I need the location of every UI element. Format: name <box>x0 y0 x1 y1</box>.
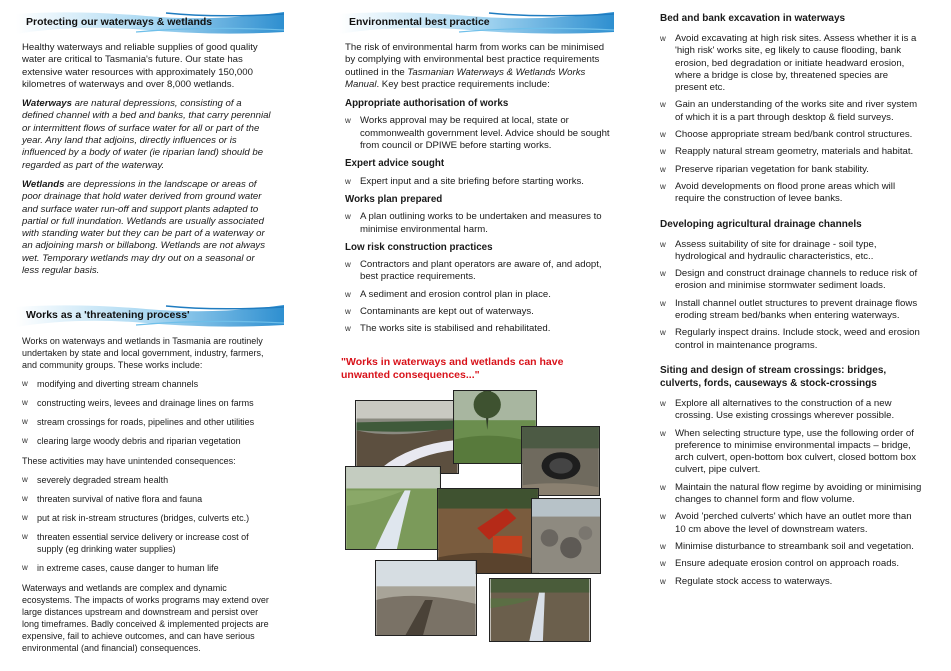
bullet-icon: w <box>22 563 28 573</box>
photo-drainage-ditch <box>345 466 441 550</box>
bullet-icon: w <box>660 541 666 551</box>
wetlands-definition <box>22 179 272 277</box>
bullet-icon: w <box>22 398 28 408</box>
works-intro: Works on waterways and wetlands in Tasmania are routinely undertaken by state and local government, industry, farmers, and community groups. These works include: <box>22 336 264 371</box>
list-item <box>345 289 610 301</box>
list-item-text: put at risk in-stream structures (bridges, culverts etc.) <box>37 513 250 524</box>
manual-title: Tasmanian Waterways & Wetlands Works Manual <box>345 66 586 90</box>
list-item-text: Avoid 'perched culverts' which have an outlet more than 10 cm above the level of downstream waters. <box>675 511 912 535</box>
guidance-sections <box>660 12 922 588</box>
section-title: Siting and design of stream crossings: bridges, culverts, fords, causeways & stock-crossings <box>660 364 887 389</box>
section-banner-protecting <box>22 10 272 36</box>
section-list <box>660 33 922 206</box>
list-item-text: Avoid developments on flood prone areas which will require the construction of levee banks. <box>675 180 896 205</box>
list-item <box>345 323 610 335</box>
list-item <box>22 531 272 555</box>
waterways-definition <box>22 98 272 172</box>
list-item-text: Contractors and plant operators are aware of, and adopt, best practice requirements. <box>360 259 602 283</box>
list-item <box>22 416 272 428</box>
bullet-icon: w <box>660 100 666 110</box>
list-item-text: Install channel outlet structures to prevent drainage flows eroding stream bed/banks when entering waterways. <box>675 297 918 322</box>
section-list <box>345 259 610 335</box>
list-item-text: Contaminants are kept out of waterways. <box>360 306 534 318</box>
section-list <box>660 239 922 352</box>
list-item <box>660 482 922 507</box>
list-item <box>660 576 922 588</box>
list-item-text: stream crossings for roads, pipelines and other utilities <box>37 417 255 428</box>
list-item-text: clearing large woody debris and riparian vegetation <box>37 436 241 447</box>
works-list <box>22 378 272 447</box>
list-item <box>660 541 922 553</box>
list-item <box>22 474 272 486</box>
list-item-text: When selecting structure type, use the following order of preference to minimise environmental impacts – bridge, arch culvert, open-bottom box culvert, closed bottom box culvert, pipe culvert. <box>675 427 917 476</box>
list-item <box>345 306 610 318</box>
bullet-icon: w <box>345 116 351 126</box>
bullet-icon: w <box>345 307 351 317</box>
list-item-text: threaten survival of native flora and fauna <box>37 494 203 505</box>
bullet-icon: w <box>22 417 28 427</box>
bullet-icon: w <box>22 436 28 446</box>
bullet-icon: w <box>660 298 666 308</box>
photo-rock-lined-bank <box>531 498 601 574</box>
list-item <box>660 511 922 536</box>
section-title: Appropriate authorisation of works <box>345 98 509 110</box>
list-item-text: A plan outlining works to be undertaken and measures to minimise environmental harm. <box>360 211 602 235</box>
list-item <box>22 378 272 390</box>
bullet-icon: w <box>660 269 666 279</box>
list-item-text: Explore all alternatives to the construction of a new crossing. Use existing crossings wherever possible. <box>675 397 895 422</box>
wetlands-definition-text: are depressions in the landscape or areas of poor drainage that hold water derived from ground water and surface water run-off and support plants adapted to partial or full inundation. Wetlands are usually associated with standing water but they can be part of a waterway or an adjoining marsh or billabong. Wetlands are not always wet. Temporary wetlands may dry out on a seasonal or less regular basis. <box>22 178 266 277</box>
list-item-text: Design and construct drainage channels to reduce risk of erosion and minimise stormwater sediment loads. <box>675 268 918 292</box>
list-item <box>660 164 922 176</box>
list-item-text: Expert input and a site briefing before starting works. <box>360 175 584 187</box>
section-list <box>660 398 922 588</box>
list-item-text: Regulate stock access to waterways. <box>675 575 833 587</box>
list-item <box>660 268 922 293</box>
column-left <box>22 0 272 661</box>
section-list <box>345 176 610 188</box>
list-item <box>660 398 922 423</box>
list-item <box>660 99 922 124</box>
list-item-text: The works site is stabilised and rehabilitated. <box>360 323 551 335</box>
list-item <box>345 211 610 236</box>
section-heading-protecting: Protecting our waterways & wetlands <box>26 16 213 28</box>
section-banner-best-practice <box>345 10 610 36</box>
photo-collage <box>345 390 610 650</box>
bullet-icon: w <box>345 176 351 186</box>
list-item <box>345 259 610 284</box>
photo-eroded-channel <box>355 400 459 474</box>
list-item-text: in extreme cases, cause danger to human life <box>37 563 219 574</box>
waterways-term: Waterways <box>22 98 72 110</box>
photo-culvert-pipe <box>521 426 600 496</box>
waterways-definition-text: are natural depressions, consisting of a defined channel with a bed and banks, that carry perennial or intermittent flows of surface water for all or part of the year. Any land that adjoins, directly influences or is influenced by a body of water (ie riparian land) should be regarded as part of the waterway. <box>22 98 271 171</box>
bullet-icon: w <box>660 130 666 140</box>
section-heading-best-practice: Environmental best practice <box>349 16 490 28</box>
bullet-icon: w <box>660 328 666 338</box>
bullet-icon: w <box>660 34 666 43</box>
list-item <box>660 298 922 323</box>
intro-text-post: . Key best practice requirements include: <box>376 78 550 90</box>
column-middle <box>341 0 610 650</box>
bullet-icon: w <box>22 494 28 504</box>
list-item <box>660 327 922 352</box>
consequences-list <box>22 474 272 574</box>
list-item <box>22 397 272 409</box>
list-item-text: Gain an understanding of the works site and river system of which it is a part through desktop & field surveys. <box>675 99 918 123</box>
list-item-text: Avoid excavating at high risk sites. Assess whether it is a 'high risk' works site, eg likely to cause flooding, bank erosion, bed degradation or initiate headward erosion, where a bridge is close by, threatened species are present etc. <box>675 33 917 94</box>
list-item <box>660 129 922 141</box>
section-title: Bed and bank excavation in waterways <box>660 13 846 24</box>
bullet-icon: w <box>345 260 351 270</box>
list-item <box>22 435 272 447</box>
photo-erosion-gully <box>375 560 477 636</box>
wetlands-term: Wetlands <box>22 178 65 190</box>
consequences-quote: "Works in waterways and wetlands can have unwanted consequences..." <box>341 355 564 381</box>
intro-text-pre: The risk of environmental harm from works can be minimised by complying with environmental best practice requirements outlined in the <box>345 42 605 78</box>
section-banner-threatening <box>22 303 272 329</box>
bullet-icon: w <box>660 181 666 191</box>
list-item <box>660 146 922 158</box>
photo-stream-channel <box>489 578 591 642</box>
section-title: Works plan prepared <box>345 193 443 205</box>
bullet-icon: w <box>22 475 28 485</box>
bullet-icon: w <box>660 512 666 522</box>
bullet-icon: w <box>660 398 666 408</box>
list-item <box>660 33 922 94</box>
list-item-text: constructing weirs, levees and drainage lines on farms <box>37 398 254 409</box>
list-item-text: Minimise disturbance to streambank soil and vegetation. <box>675 540 914 552</box>
list-item <box>22 512 272 524</box>
list-item <box>345 115 610 152</box>
list-item-text: A sediment and erosion control plan in place. <box>360 288 551 300</box>
bullet-icon: w <box>345 324 351 334</box>
bullet-icon: w <box>22 379 28 389</box>
list-item <box>660 558 922 570</box>
best-practice-intro <box>345 42 610 91</box>
list-item-text: Assess suitability of site for drainage - soil type, hydrological and hydraulic characteristics, etc.. <box>675 238 877 262</box>
bullet-icon: w <box>345 289 351 299</box>
section-title: Low risk construction practices <box>345 241 493 253</box>
bullet-icon: w <box>660 576 666 586</box>
closing-paragraph: Waterways and wetlands are complex and dynamic ecosystems. The impacts of works programs may extend over large distances upstream and downstream and persist over long timeframes. Badly conceived & implemented projects are expensive, fail to achieve outcomes, and can have serious environmental (and financial) consequences. <box>22 583 269 654</box>
list-item <box>660 239 922 264</box>
bullet-icon: w <box>660 239 666 249</box>
bullet-icon: w <box>660 164 666 174</box>
bullet-icon: w <box>345 212 351 222</box>
list-item <box>660 181 922 206</box>
list-item-text: Maintain the natural flow regime by avoiding or minimising changes to channel form and flow volume. <box>675 481 922 506</box>
bullet-icon: w <box>660 482 666 492</box>
consequences-intro: These activities may have unintended consequences: <box>22 456 236 467</box>
section-title: Expert advice sought <box>345 158 445 170</box>
list-item-text: threaten essential service delivery or increase cost of supply (eg drinking water supplies) <box>37 532 249 555</box>
section-list <box>345 211 610 236</box>
bullet-icon: w <box>660 428 666 438</box>
best-practice-sections <box>345 98 610 335</box>
list-item-text: severely degraded stream health <box>37 475 169 486</box>
intro-paragraph: Healthy waterways and reliable supplies of good quality water are critical to Tasmania's future. Our state has extensive water resources with approximately 150,000 kilometres of waterways and over 8,000 wetlands. <box>22 42 258 90</box>
list-item <box>22 562 272 574</box>
section-heading-threatening: Works as a 'threatening process' <box>26 309 190 322</box>
list-item-text: Regularly inspect drains. Include stock, weed and erosion control in maintenance programs. <box>675 327 920 351</box>
bullet-icon: w <box>22 513 28 523</box>
list-item-text: Reapply natural stream geometry, materials and habitat. <box>675 146 914 158</box>
section-title: Developing agricultural drainage channels <box>660 218 862 230</box>
list-item-text: Preserve riparian vegetation for bank stability. <box>675 163 869 175</box>
list-item <box>660 428 922 477</box>
section-list <box>345 115 610 152</box>
bullet-icon: w <box>22 532 28 542</box>
list-item-text: modifying and diverting stream channels <box>37 379 199 390</box>
list-item-text: Works approval may be required at local, state or commonwealth government level. Advice should be sought from council or DPIWE before starting works. <box>360 115 610 152</box>
bullet-icon: w <box>660 559 666 569</box>
column-right <box>660 0 922 594</box>
list-item <box>345 176 610 188</box>
list-item-text: Ensure adequate erosion control on approach roads. <box>675 558 900 570</box>
list-item <box>22 493 272 505</box>
list-item-text: Choose appropriate stream bed/bank control structures. <box>675 129 913 141</box>
bullet-icon: w <box>660 147 666 157</box>
